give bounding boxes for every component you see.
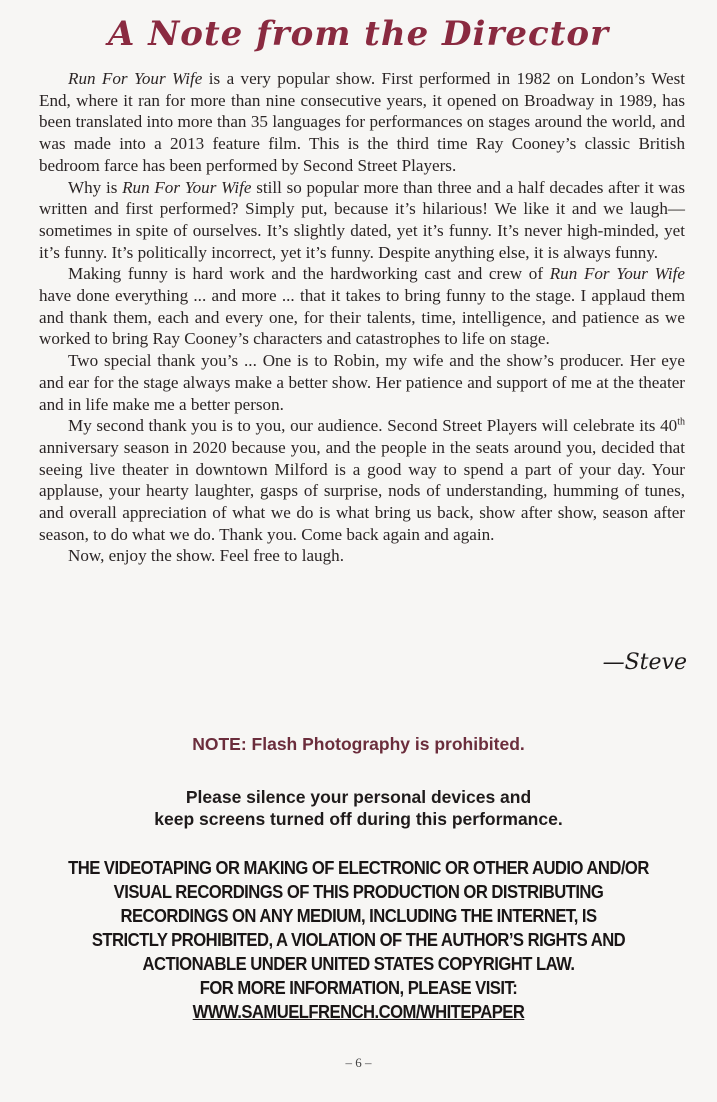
- page-number: – 6 –: [345, 1055, 372, 1070]
- legal-line: VISUAL RECORDINGS OF THIS PRODUCTION OR DISTRIBUTING: [113, 881, 604, 902]
- director-signature: —Steve: [602, 650, 687, 675]
- paragraph-text: anniversary season in 2020 because you, and the people in the seats around you, decided that seeing live theater in downtown Milford is a good way to spend a part of your day. Your applause, your hearty laughter, gasps of surprise, nods of understanding, humming of tunes, and overall appreciation of what we do is what bring us back, show after show, season after season, to do what we do. Thank you. Come back again and again.: [39, 437, 685, 544]
- ordinal-superscript: th: [677, 416, 685, 428]
- show-title: Run For Your Wife: [549, 264, 686, 284]
- paragraph-text: Why is: [68, 177, 123, 197]
- paragraph-text: still so popular more than three and a half decades after it was written and first performed? Simply put, because it’s hilarious! We like it and we laugh—sometimes in spite of ourselves. It’s slightly dated, yet it’s funny. It’s never high-minded, yet it’s funny. It’s politically incorrect, yet it’s funny. Despite anything else, it is always funny.: [39, 177, 685, 262]
- paragraph-text: have done everything ... and more ... that it takes to bring funny to the stage. I applaud them and thank them, each and every one, for their talents, time, intelligence, and patience as we worked to bring Ray Cooney’s characters and catastrophes to life on stage.: [39, 286, 685, 349]
- paragraph-text: My second thank you is to you, our audience. Second Street Players will celebrate its 40: [68, 416, 678, 436]
- legal-line: FOR MORE INFORMATION, PLEASE VISIT:: [199, 977, 518, 998]
- paragraph-text: Two special thank you’s ... One is to Robin, my wife and the show’s producer. Her eye and ear for the stage always make a better show. Her patience and support of me at the theater and in life make me a better person.: [39, 351, 685, 414]
- flash-photography-notice: NOTE: Flash Photography is prohibited.: [192, 734, 525, 754]
- paragraph-3: [39, 263, 685, 350]
- paragraph-text: Making funny is hard work and the hardworking cast and crew of: [68, 264, 550, 284]
- copyright-notice: [36, 856, 681, 1024]
- paragraph-text: Now, enjoy the show. Feel free to laugh.: [68, 546, 344, 566]
- notice-line: Please silence your personal devices and: [185, 787, 532, 807]
- paragraph-5: [39, 415, 685, 545]
- director-note-body: [39, 68, 685, 567]
- samuel-french-url: WWW.SAMUELFRENCH.COM/WHITEPAPER: [192, 1001, 525, 1022]
- paragraph-6: [39, 545, 685, 567]
- silence-devices-notice: [0, 786, 717, 830]
- page-title: A Note from the Director: [107, 14, 609, 54]
- show-title: Run For Your Wife: [122, 177, 252, 197]
- legal-line: STRICTLY PROHIBITED, A VIOLATION OF THE AUTHOR’S RIGHTS AND: [91, 929, 626, 950]
- paragraph-1: [39, 68, 685, 177]
- legal-line: ACTIONABLE UNDER UNITED STATES COPYRIGHT LAW.: [142, 953, 575, 974]
- paragraph-4: [39, 350, 685, 415]
- show-title: Run For Your Wife: [68, 69, 203, 88]
- notice-line: keep screens turned off during this performance.: [154, 809, 563, 829]
- paragraph-2: [39, 177, 685, 264]
- paragraph-text: is a very popular show. First performed in 1982 on London’s West End, where it ran for more than nine consecutive years, it opened on Broadway in 1989, has been translated into more than 35 languages for performances on stages around the world, and was made into a 2013 feature film. This is the third time Ray Cooney’s classic British bedroom farce has been performed by Second Street Players.: [39, 69, 686, 175]
- legal-line: RECORDINGS ON ANY MEDIUM, INCLUDING THE INTERNET, IS: [120, 905, 597, 926]
- legal-line: THE VIDEOTAPING OR MAKING OF ELECTRONIC OR OTHER AUDIO AND/OR: [68, 857, 649, 878]
